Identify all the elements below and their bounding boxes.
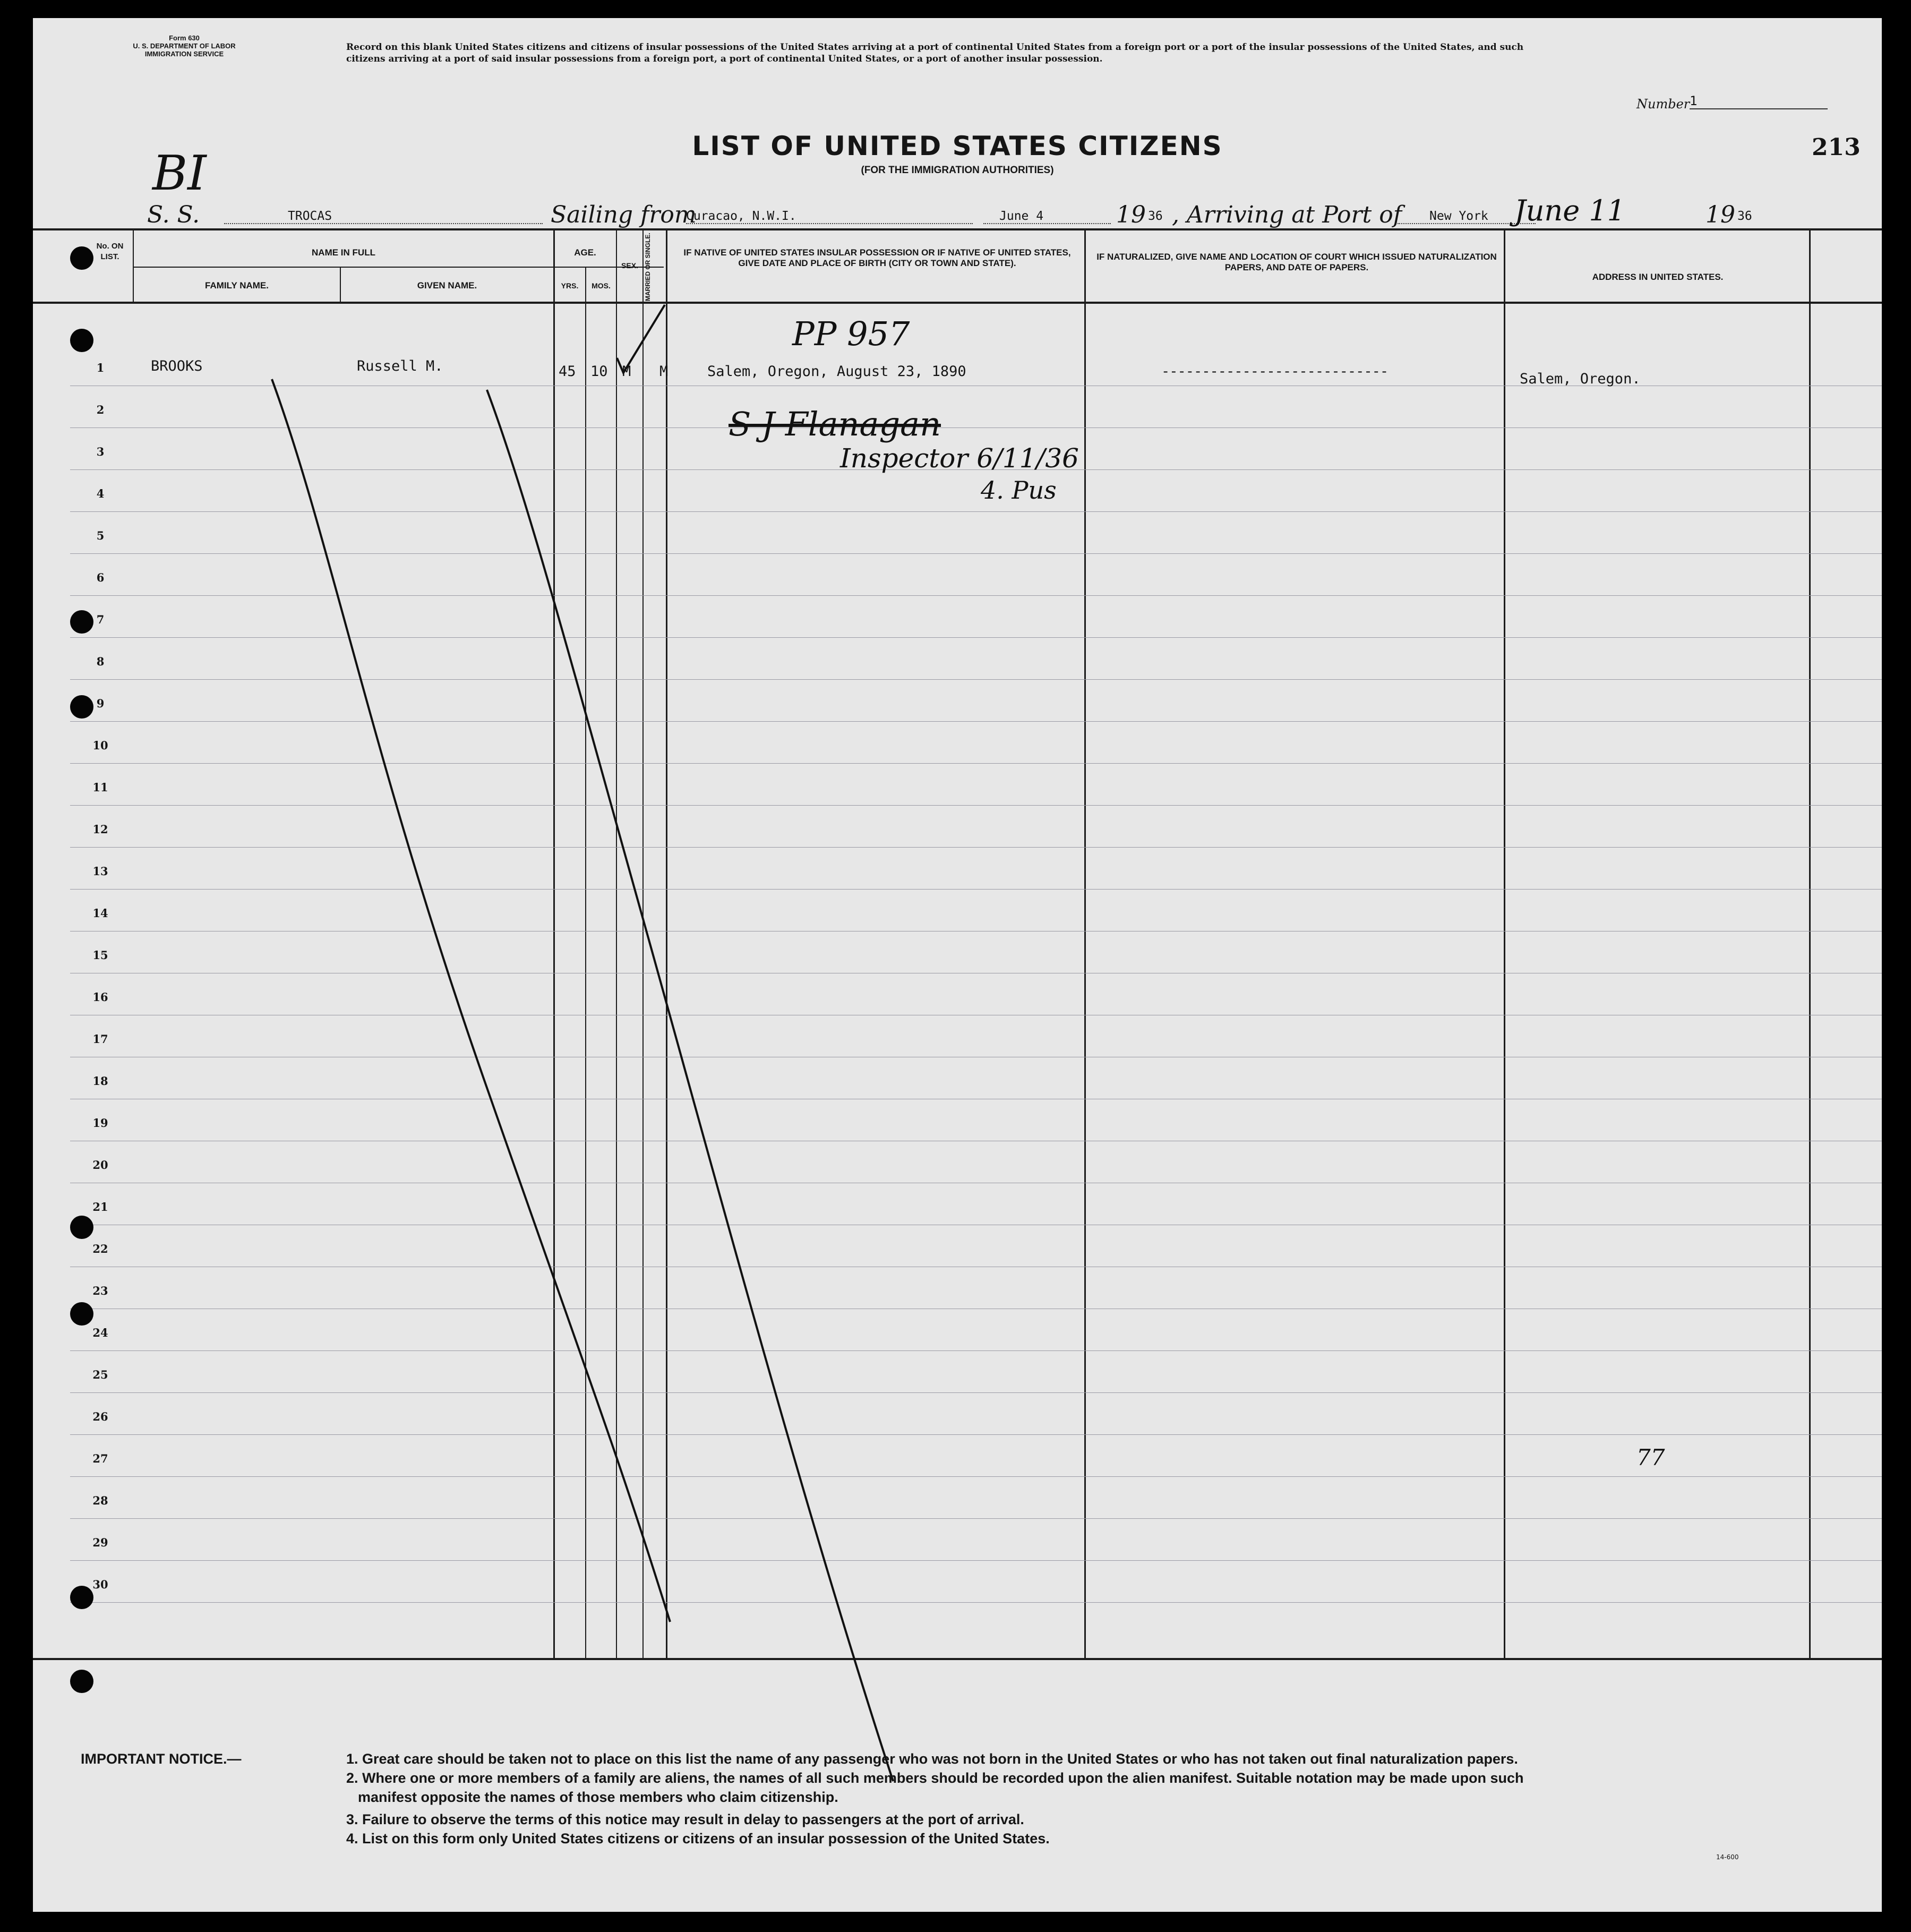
arriving-label: , Arriving at Port of <box>1172 201 1402 228</box>
notice-lead: IMPORTANT NOTICE.— <box>81 1751 242 1767</box>
department-name: U. S. DEPARTMENT OF LABOR <box>133 42 236 50</box>
row-number-11: 11 <box>92 781 108 794</box>
page-number: 213 <box>1812 134 1861 161</box>
cancel-stroke-right <box>487 390 893 1781</box>
row-number-20: 20 <box>92 1158 108 1172</box>
form-number: Form 630 <box>169 34 200 42</box>
header-mos: MOS. <box>592 281 611 290</box>
arrival-year-prefix: 19 <box>1706 201 1735 228</box>
sail-year-prefix: 19 <box>1116 201 1146 228</box>
header-sex: SEX. <box>621 261 638 270</box>
entry-birth: Salem, Oregon, August 23, 1890 <box>707 363 966 380</box>
row-number-9: 9 <box>96 697 105 710</box>
header-married-single: MARRIED OR SINGLE. <box>644 233 652 302</box>
header-age: AGE. <box>574 247 596 258</box>
print-code: 14-600 <box>1716 1853 1739 1861</box>
row-number-19: 19 <box>92 1116 108 1130</box>
row-number-10: 10 <box>92 739 108 752</box>
entry-sex: M <box>622 363 631 380</box>
header-naturalized: IF NATURALIZED, GIVE NAME AND LOCATION OF COURT WHICH ISSUED NATURALIZATION PAPERS, AND DATE OF PAPERS. <box>1096 252 1497 272</box>
entry-family-name: BROOKS <box>151 358 203 374</box>
binder-hole <box>70 610 93 634</box>
row-number-22: 22 <box>92 1242 108 1255</box>
row-number-7: 7 <box>96 613 105 626</box>
header-yrs: YRS. <box>561 281 579 290</box>
checkmark-stroke <box>617 305 665 373</box>
number-value: 1 <box>1690 93 1828 109</box>
row-number-17: 17 <box>92 1032 108 1046</box>
passport-annotation: PP 957 <box>792 314 910 353</box>
inspector-signature: S J Flanagan <box>729 405 941 443</box>
entry-given-name: Russell M. <box>357 358 443 374</box>
notice-item-4: 4. List on this form only United States citizens or citizens of an insular possession of the United States. <box>346 1831 1050 1846</box>
sailing-from: Curacao, N.W.I. <box>686 209 973 224</box>
notice-item-2: 2. Where one or more members of a family are aliens, the names of all such members should be recorded upon the alien manifest. Suitable notation may be made upon such <box>346 1770 1524 1786</box>
cancel-stroke-left <box>272 379 670 1622</box>
row-number-24: 24 <box>92 1326 108 1339</box>
notice-area <box>33 1676 1882 1912</box>
pen-strokes <box>33 18 1882 1912</box>
row-number-8: 8 <box>96 655 105 668</box>
row-number-6: 6 <box>96 571 105 584</box>
service-name: IMMIGRATION SERVICE <box>144 50 224 58</box>
row-number-18: 18 <box>92 1074 108 1088</box>
row-number-29: 29 <box>92 1536 108 1549</box>
row-number-30: 30 <box>92 1578 108 1591</box>
entry-age-months: 10 <box>590 363 608 380</box>
notice-item-1: 1. Great care should be taken not to place on this list the name of any passenger who was not born in the United States or who has not taken out final naturalization papers. <box>346 1751 1518 1767</box>
notice-item-3: 3. Failure to observe the terms of this notice may result in delay to passengers at the port of arrival. <box>346 1811 1024 1827</box>
arrival-year: 36 <box>1737 209 1752 223</box>
row-number-15: 15 <box>92 948 108 962</box>
row-number-4: 4 <box>96 487 105 500</box>
ss-label: S. S. <box>147 201 200 228</box>
arrival-date: June 11 <box>1514 194 1626 227</box>
arrival-port: New York <box>1398 209 1536 224</box>
binder-hole <box>70 246 93 270</box>
row-number-5: 5 <box>96 529 105 542</box>
binder-hole <box>70 1216 93 1239</box>
record-notice: Record on this blank United States citizens and citizens of insular possessions of the United States arriving at a port of continental United States from a foreign port or a port of the insular possessions of the United States, and such citizens arriving at a port of said insular possessions from a foreign port, a port of continental United States, or a port of another insular possession. <box>346 42 1524 64</box>
header-name-in-full: NAME IN FULL <box>312 247 375 258</box>
row-number-26: 26 <box>92 1410 108 1423</box>
binder-hole <box>70 1586 93 1609</box>
header-address: ADDRESS IN UNITED STATES. <box>1592 272 1724 282</box>
row-number-21: 21 <box>92 1200 108 1213</box>
handwritten-initials: BI <box>152 146 207 201</box>
manifest-page <box>33 18 1882 1912</box>
entry-marital: M <box>659 363 669 380</box>
binder-hole <box>70 1302 93 1326</box>
row-number-16: 16 <box>92 990 108 1004</box>
entry-naturalized: ---------------------------- <box>1161 363 1389 380</box>
row-number-25: 25 <box>92 1368 108 1381</box>
row-number-13: 13 <box>92 865 108 878</box>
binder-hole <box>70 329 93 352</box>
sail-date: June 4 <box>983 209 1111 224</box>
binder-hole <box>70 695 93 719</box>
notice-item-2-continued: manifest opposite the names of those members who claim citizenship. <box>358 1789 838 1805</box>
pieces-annotation: 4. Pus <box>981 476 1057 505</box>
entry-age-years: 45 <box>559 363 576 380</box>
row-number-23: 23 <box>92 1284 108 1297</box>
page-title: LIST OF UNITED STATES CITIZENS <box>692 131 1223 161</box>
row-number-2: 2 <box>96 403 105 416</box>
header-family-name: FAMILY NAME. <box>205 280 269 290</box>
sailing-label: Sailing from <box>551 201 697 228</box>
row-number-27: 27 <box>92 1452 108 1465</box>
row-number-14: 14 <box>92 907 108 920</box>
header-given-name: GIVEN NAME. <box>417 280 477 290</box>
misc-annotation: 77 <box>1636 1444 1665 1471</box>
page-subtitle: (FOR THE IMMIGRATION AUTHORITIES) <box>861 165 1054 176</box>
sail-year: 36 <box>1148 209 1163 223</box>
row-number-3: 3 <box>96 445 105 458</box>
entry-address: Salem, Oregon. <box>1520 371 1641 387</box>
binder-hole <box>70 1670 93 1693</box>
inspector-stamp: Inspector 6/11/36 <box>840 443 1079 474</box>
ship-name: TROCAS <box>224 209 543 224</box>
row-number-12: 12 <box>92 823 108 836</box>
number-label: Number <box>1636 97 1690 112</box>
row-number-28: 28 <box>92 1494 108 1507</box>
header-birth: IF NATIVE OF UNITED STATES INSULAR POSSESSION OR IF NATIVE OF UNITED STATES, GIVE DATE AND PLACE OF BIRTH (CITY OR TOWN AND STATE). <box>683 247 1071 268</box>
header-no-on-list: No. ON LIST. <box>96 242 124 261</box>
row-number-1: 1 <box>96 361 105 374</box>
